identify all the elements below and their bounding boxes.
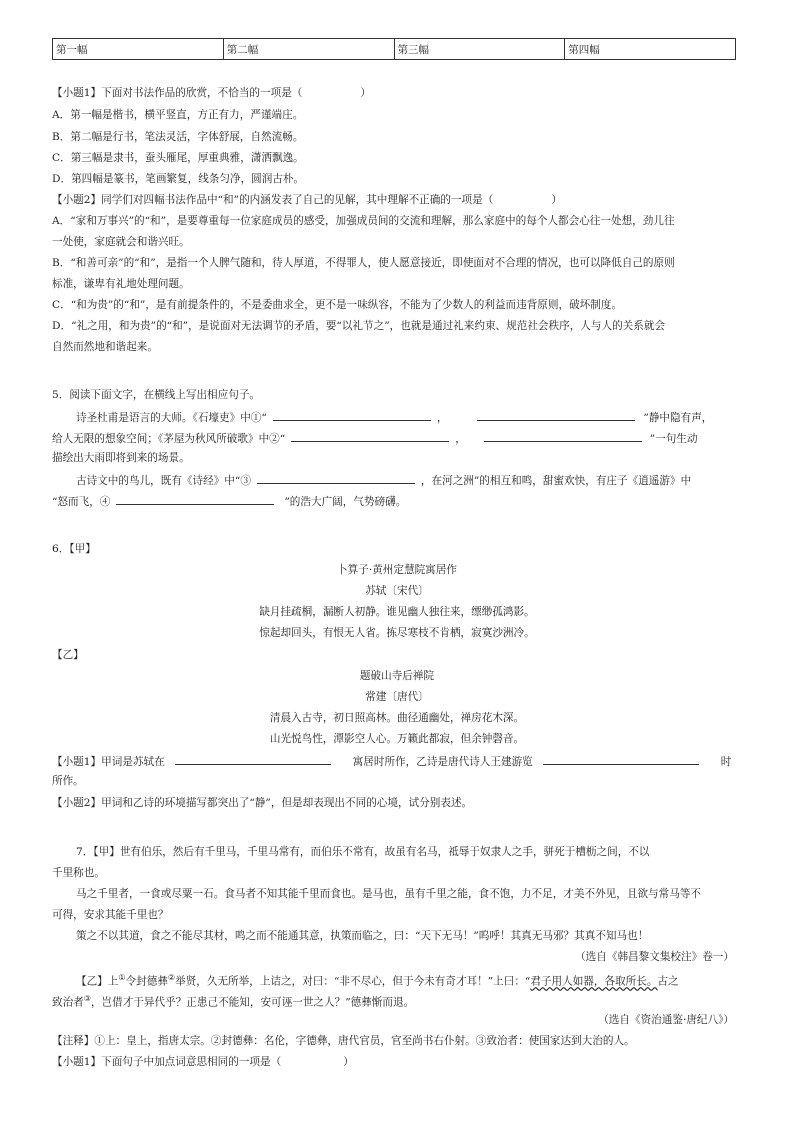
footnote-marker: ② xyxy=(167,973,176,982)
table-row xyxy=(53,39,736,60)
q5-text: ”的浩大广阔，气势磅礴。 xyxy=(284,496,407,508)
q7-text: 致治者 xyxy=(52,996,84,1009)
wavy-underlined-sentence: 君子用人如器，各取所长。 xyxy=(530,975,658,988)
q5-text: “怒而飞，④ xyxy=(52,496,111,508)
q5-line-2 xyxy=(52,430,698,446)
poem2-line2: 山光悦鸟性，潭影空人心。万籁此都寂，但余钟磬音。 xyxy=(269,733,525,745)
q6-label: 6．【甲】 xyxy=(52,543,96,555)
q4-sub2-option-b-line1: B．“和善可亲”的“和”，是指一个人脾气随和，待人厚道，不得罪人，使人愿意接近，即使面对不合理的情况，也可以降低自己的原则 xyxy=(52,257,675,269)
q7-text: 【小题1】下面句子中加点词意思相同的一项是（ xyxy=(52,1056,282,1068)
q6-sub1-cont: 所作。 xyxy=(52,775,84,787)
q6-yi-label: 【乙】 xyxy=(52,649,84,661)
close-paren: ） xyxy=(360,87,371,99)
q5-line-4 xyxy=(76,472,691,488)
footnote-marker: ③ xyxy=(83,994,91,1003)
q7-yi-line2 xyxy=(52,992,414,1010)
fill-blank-4[interactable] xyxy=(116,493,274,505)
q4-option-c: C．第三幅是隶书，蚕头雁尾，厚重典雅，潇洒飘逸。 xyxy=(52,152,304,164)
q4-sub2-option-a-line2: 一处使，家庭就会和谐兴旺。 xyxy=(52,236,190,248)
q7-jia-line4: 可得，安求其能千里也？ xyxy=(52,909,169,921)
q6-text: 寓居时所作，乙诗是唐代诗人王建游览 xyxy=(352,756,533,768)
poem2-author: 常建〔唐代〕 xyxy=(365,691,429,703)
q4-option-d: D．第四幅是篆书，笔画繁复，线条匀净，圆润古朴。 xyxy=(52,173,305,185)
comma: ， xyxy=(436,412,448,424)
q4-option-b: B．第二幅是行书，笔法灵活，字体舒展，自然流畅。 xyxy=(52,131,304,143)
q7-yi-line1 xyxy=(76,971,679,989)
poem1-author: 苏轼〔宋代〕 xyxy=(365,585,429,597)
q4-sub2-option-d-line1: D．“礼之用，和为贵”的“和”，是说面对无法调节的矛盾，要“以礼节之”，也就是通过礼来约束、规范社会秩序，人与人的关系就会 xyxy=(52,320,666,332)
q4-sub2-option-d-line2: 自然而然地和谐起来。 xyxy=(52,341,158,353)
fill-blank-3[interactable] xyxy=(257,472,415,484)
q7-jia-line3: 马之千里者，一食或尽粟一石。食马者不知其能千里而食也。是马也，虽有千里之能，食不饱，力不足，才美不外见，且欲与常马等不 xyxy=(76,888,702,900)
q5-line-5 xyxy=(52,493,406,509)
close-paren: ） xyxy=(551,194,562,206)
header-cell-3: 第三幅 xyxy=(394,39,565,60)
header-cell-4: 第四幅 xyxy=(565,39,736,60)
poem1-line1: 缺月挂疏桐，漏断人初静。谁见幽人独往来，缥缈孤鸿影。 xyxy=(259,606,535,618)
q6-text: 时 xyxy=(720,756,732,768)
q5-text: ”静中隐有声， xyxy=(643,412,713,424)
q7-source-2: （选自《资治通鉴·唐纪八》） xyxy=(598,1014,734,1026)
q7-text: 古之 xyxy=(657,975,679,988)
q7-text: 举贤，久无所举，上诘之，对曰：“非不尽心，但于今未有奇才耳！”上曰：“ xyxy=(175,975,531,988)
q4-sub2 xyxy=(52,193,562,207)
q6-text: 【小题1】甲词是苏轼在 xyxy=(52,756,165,768)
fill-blank-2a[interactable] xyxy=(291,430,449,442)
q4-sub2-option-a-line1: A．“家和万事兴”的“和”，是要尊重每一位家庭成员的感受，加强成员间的交流和理解，那么家庭中的每个人都会心往一处想，劲儿往 xyxy=(52,215,675,227)
header-cell-1: 第一幅 xyxy=(53,39,224,60)
q7-sub1 xyxy=(52,1055,354,1069)
q4-sub1-text: 【小题1】下面对书法作品的欣赏，不恰当的一项是（ xyxy=(52,87,303,99)
q4-sub2-option-c: C．“和为贵”的“和”，是有前提条件的，不是委曲求全，更不是一味纵容，不能为了少数人的利益而违背原则，破坏制度。 xyxy=(52,299,623,311)
q4-sub2-option-b-line2: 标准，谦卑有礼地处理问题。 xyxy=(52,278,190,290)
q5-text: ”一句生动 xyxy=(649,433,698,445)
q7-text: ，岂借才于异代乎？正患己不能知，安可诬一世之人？”德彝惭而退。 xyxy=(90,996,415,1009)
fill-blank-1b[interactable] xyxy=(477,409,635,421)
calligraphy-header-table xyxy=(52,38,736,60)
footnote-marker: ① xyxy=(118,973,126,982)
q5-text: 诗圣杜甫是语言的大师。《石壕吏》中①“ xyxy=(76,412,267,424)
fill-blank-place-2[interactable] xyxy=(543,753,699,765)
poem1-line2: 惊起却回头，有恨无人省。拣尽寒枝不肯栖，寂寞沙洲冷。 xyxy=(259,627,535,639)
poem1-title: 卜算子·黄州定慧院寓居作 xyxy=(337,564,457,576)
close-paren: ） xyxy=(343,1056,354,1068)
q5-text: 古诗文中的鸟儿，既有《诗经》中“③ xyxy=(76,475,251,487)
fill-blank-1a[interactable] xyxy=(273,409,431,421)
q7-jia-line2: 千里称也。 xyxy=(52,867,105,879)
q4-sub1 xyxy=(52,86,371,100)
q6-sub2: 【小题2】甲词和乙诗的环境描写都突出了“静”，但是却表现出不同的心境，试分别表述。 xyxy=(52,797,473,809)
poem2-title: 题破山寺后禅院 xyxy=(359,670,435,682)
q4-sub2-text: 【小题2】同学们对四幅书法作品中“和”的内涵发表了自己的见解，其中理解不正确的一项是（ xyxy=(52,194,494,206)
header-cell-2: 第二幅 xyxy=(223,39,394,60)
q7-text: 令封德彝 xyxy=(125,975,168,988)
q5-line-3: 描绘出大雨即将到来的场景。 xyxy=(52,452,190,464)
q7-text: 【乙】上 xyxy=(76,975,119,988)
comma: ， xyxy=(455,433,466,445)
q5-text: ，在河之洲”的相互和鸣，甜蜜欢快，有庄子《逍遥游》中 xyxy=(420,475,692,487)
q6-sub1 xyxy=(52,753,731,769)
q7-source-1: （选自《韩昌黎文集校注》卷一） xyxy=(575,951,734,963)
q7-jia-line5: 策之不以其道，食之不能尽其材，鸣之而不能通其意，执策而临之，曰：“天下无马！”呜呼！其真无马邪？其真不知马也！ xyxy=(76,930,649,942)
q5-line-1 xyxy=(76,409,712,425)
poem2-line1: 清晨入古寺，初日照高林。曲径通幽处，禅房花木深。 xyxy=(269,712,525,724)
fill-blank-2b[interactable] xyxy=(484,430,642,442)
q5-title: 5．阅读下面文字，在横线上写出相应句子。 xyxy=(52,389,261,401)
q5-text: 给人无限的想象空间；《茅屋为秋风所破歌》中②“ xyxy=(52,433,286,445)
q7-annotation: 【注释】①上：皇上，指唐太宗。②封德彝：名伦，字德彝，唐代官员，官至尚书右仆射。③致治者：使国家达到大治的人。 xyxy=(52,1035,635,1047)
fill-blank-place-1[interactable] xyxy=(175,753,331,765)
q4-option-a: A．第一幅是楷书，横平竖直，方正有力，严谨端庄。 xyxy=(52,109,304,121)
q7-jia-line1: 7．【甲】世有伯乐，然后有千里马，千里马常有，而伯乐不常有，故虽有名马，祗辱于奴隶人之手，骈死于槽枥之间，不以 xyxy=(76,846,650,858)
